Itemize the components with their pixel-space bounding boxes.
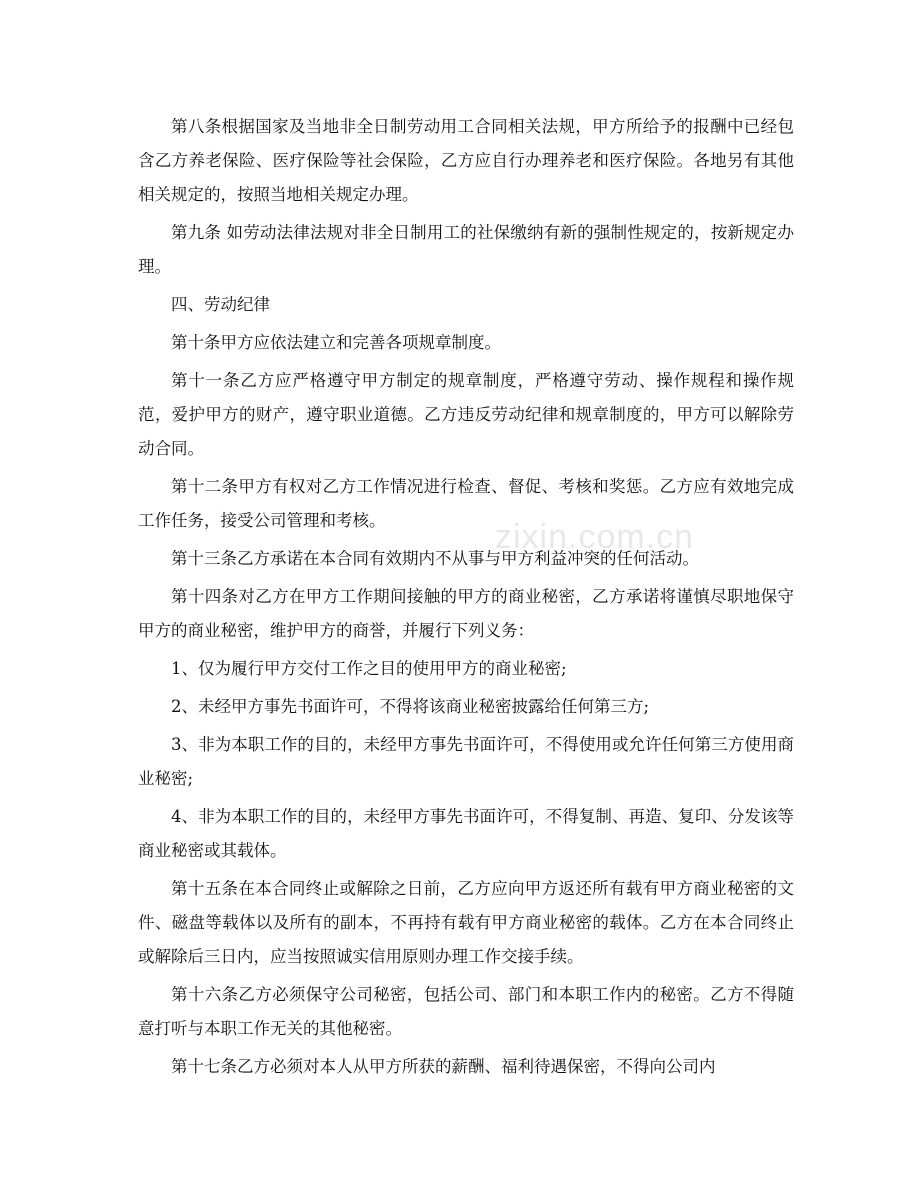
document-body bbox=[138, 110, 794, 1088]
paragraph-article-17: 第十七条乙方必须对本人从甲方所获的薪酬、福利待遇保密，不得向公司内 bbox=[171, 1057, 716, 1076]
list-item-obligation-3: 3、非为本职工作的目的，未经甲方事先书面许可，不得使用或允许任何第三方使用商业秘密; bbox=[138, 735, 794, 788]
paragraph-article-14: 第十四条对乙方在甲方工作期间接触的甲方的商业秘密，乙方承诺将谨慎尽职地保守甲方的商业秘密，维护甲方的商誉，并履行下列义务： bbox=[138, 587, 794, 640]
list-item-obligation-2: 2、未经甲方事先书面许可，不得将该商业秘密披露给任何第三方; bbox=[171, 697, 650, 716]
section-heading-labor-discipline: 四、劳动纪律 bbox=[171, 295, 270, 314]
list-item-obligation-4: 4、非为本职工作的目的，未经甲方事先书面许可，不得复制、再造、复印、分发该等商业秘密或其载体。 bbox=[138, 807, 794, 860]
paragraph-article-13: 第十三条乙方承诺在本合同有效期内不从事与甲方利益冲突的任何活动。 bbox=[171, 549, 699, 568]
paragraph-article-12: 第十二条甲方有权对乙方工作情况进行检查、督促、考核和奖惩。乙方应有效地完成工作任务，接受公司管理和考核。 bbox=[138, 477, 794, 530]
paragraph-article-9: 第九条 如劳动法律法规对非全日制用工的社保缴纳有新的强制性规定的，按新规定办理。 bbox=[138, 223, 794, 276]
watermark: zixin.com.cn bbox=[495, 518, 695, 556]
paragraph-article-8: 第八条根据国家及当地非全日制劳动用工合同相关法规，甲方所给予的报酬中已经包含乙方养老保险、医疗保险等社会保险，乙方应自行办理养老和医疗保险。各地另有其他相关规定的，按照当地相关规定办理。 bbox=[138, 117, 794, 204]
paragraph-article-16: 第十六条乙方必须保守公司秘密，包括公司、部门和本职工作内的秘密。乙方不得随意打听与本职工作无关的其他秘密。 bbox=[138, 985, 794, 1038]
paragraph-article-15: 第十五条在本合同终止或解除之日前，乙方应向甲方返还所有载有甲方商业秘密的文件、磁盘等载体以及所有的副本，不再持有载有甲方商业秘密的载体。乙方在本合同终止或解除后三日内，应当按照诚实信用原则办理工作交接手续。 bbox=[138, 879, 794, 966]
paragraph-article-11: 第十一条乙方应严格遵守甲方制定的规章制度，严格遵守劳动、操作规程和操作规范，爱护甲方的财产，遵守职业道德。乙方违反劳动纪律和规章制度的，甲方可以解除劳动合同。 bbox=[138, 371, 794, 458]
paragraph-article-10: 第十条甲方应依法建立和完善各项规章制度。 bbox=[171, 333, 501, 352]
list-item-obligation-1: 1、仅为履行甲方交付工作之目的使用甲方的商业秘密; bbox=[171, 659, 567, 678]
